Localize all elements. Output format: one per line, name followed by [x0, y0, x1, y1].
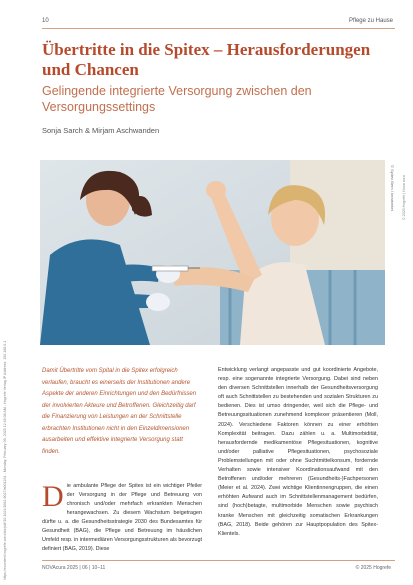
header-rule [42, 28, 395, 29]
article-title: Übertritte in die Spitex – Herausforderungen und Chancen [42, 40, 371, 79]
footer-copyright: © 2025 Hogrefe [355, 565, 391, 571]
article-photo [40, 160, 385, 345]
footer-rule [42, 560, 395, 561]
body-column-1 [42, 482, 202, 554]
section-label: Pflege zu Hause [348, 18, 393, 24]
page-number: 10 [42, 18, 49, 24]
side-download-info [3, 60, 11, 580]
side-download-text: https://econtent.hogrefe.com/doi/pdf/10.1024/1662-9027/a001234 - Monday, February 09, 2025 12:48:08 AM - Hogrefe Verlag IP Address: 192.168.0.1 [3, 340, 7, 580]
nurse-patient-photo [40, 160, 385, 345]
article-authors: Sonja Sarch & Mirjam Aschwanden [42, 126, 160, 135]
side-copyright [402, 20, 410, 220]
side-copyright-text: © 2025 Hogrefe | Nova cura [402, 175, 406, 220]
photo-credit [387, 165, 395, 285]
article-subtitle: Gelingende integrierte Versorgung zwischen den Versorgungssettings [42, 84, 312, 114]
drop-cap: D [42, 480, 64, 513]
photo-credit-text: © Spitex Bern / bearbeitet [390, 165, 395, 211]
body-column-2: Entwicklung verlangt angepasste und gut koordinierte Angebote, resp. eine sogenannte integrierte Versorgung. Dabei sind neben den diversen Schnittstellen innerhalb der Gesundheitsversorgung oft auch Schnittstellen zu bestehenden und sozialen Strukturen zu bedienen. Dies ist umso dringender, weil sich die Pflege- und Betreuungssituationen zunehmend komplexer präsentieren (Moll, 2024). Verschiedene Faktoren können zu einer erhöhten Komplexität beitragen. Dazu zählen u. a. Multimorbidität, herausfordernde medikamentöse Pflegesituationen, kognitive und/oder palliative Pflegesituationen, psychosoziale Problemstellungen mit oder ohne Suchtmittelkonsum, fordernde Verhalten sowie intensiver Koordinationsaufwand mit den Betroffenen und/oder mehreren (Gesundheits-)Fachpersonen (Meier et al. 2024). Zwei wichtige Klientinnengruppen, die einen erhöhten Aufwand auch im Schnittstellenmanagement bedürfen, sind (hoch)betagte, multimorbide Menschen sowie psychisch kranke Menschen mit gleichzeitig somatischen Erkrankungen (BAG, 2018). Beide gehören zur Hauptpopulation des Spitex-Klientels. [218, 367, 378, 537]
footer-citation: NOVAcura 2025 | 06 | 10–11 [42, 565, 106, 571]
article-abstract: Damit Übertritte vom Spital in die Spitex erfolgreich verlaufen, braucht es einerseits der Institutionen andere Aspekte der anderen Einrichtungen und den Bedürfnissen der involvierten Akteure und Betroffenen. Gleichzeitig darf die Finanzierung von Leistungen an der Schnittstelle erbrachten Institutionen nicht in den Einzeldimensionen ausarbeiten und effektive integrierte Versorgung statt finden. [42, 368, 197, 455]
body-column-1-text: ie ambulante Pflege der Spitex ist ein wichtiger Pfeiler der Versorgung in der Pflege und Betreuung von chronisch und/oder mehrfach erkrankten Menschen herangewachsen. Zu diesem Wachstum beigetragen dürfte u. a. die Gesundheitsstrategie 2030 des Bundesamtes für Gesundheit (BAG), die Pflege und Betreuung im häuslichen Umfeld resp. in intermediären Versorgungsstrukturen als bevorzugt definiert (BAG, 2019). Diese [42, 483, 202, 552]
